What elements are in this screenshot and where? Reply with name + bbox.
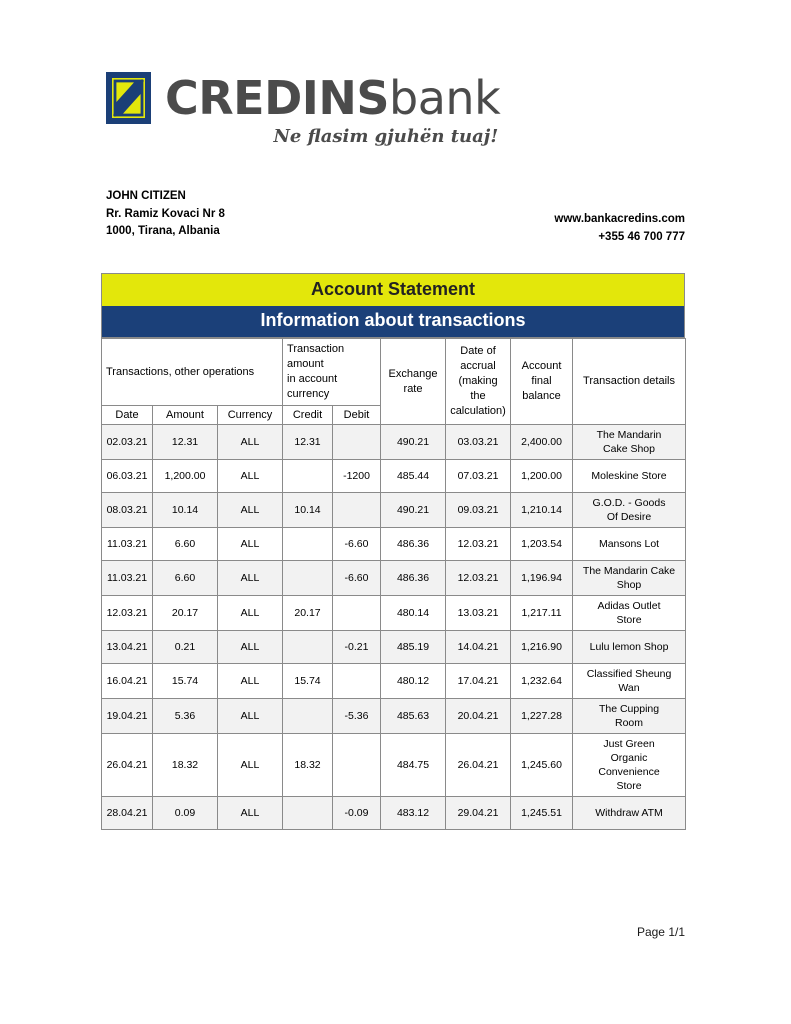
details-line: Withdraw ATM	[595, 807, 663, 819]
cell-date-of-accrual: 13.03.21	[446, 596, 511, 631]
cell-credit	[283, 699, 333, 734]
header-date-of-accrual	[446, 339, 511, 425]
cell-date-of-accrual: 20.04.21	[446, 699, 511, 734]
cell-currency: ALL	[218, 425, 283, 460]
details-line: The Cupping	[598, 703, 660, 715]
table-row	[102, 664, 686, 699]
header-date: Date	[102, 406, 153, 425]
cell-date: 13.04.21	[102, 631, 153, 664]
details-line: G.O.D. - Goods	[592, 497, 666, 509]
cell-currency: ALL	[218, 561, 283, 596]
cell-currency: ALL	[218, 596, 283, 631]
header-doa-line-2: accrual	[460, 360, 496, 372]
cell-transaction-details	[573, 425, 686, 460]
cell-credit: 10.14	[283, 493, 333, 528]
details-line: Store	[616, 614, 642, 626]
cell-amount: 10.14	[153, 493, 218, 528]
table-row	[102, 631, 686, 664]
cell-date: 19.04.21	[102, 699, 153, 734]
cell-credit	[283, 528, 333, 561]
bank-website: www.bankacredins.com	[554, 213, 685, 225]
header-credit: Credit	[283, 406, 333, 425]
cell-amount: 15.74	[153, 664, 218, 699]
customer-city: 1000, Tirana, Albania	[106, 225, 220, 237]
cell-debit: -1200	[333, 460, 381, 493]
cell-exchange-rate: 480.14	[381, 596, 446, 631]
cell-date: 02.03.21	[102, 425, 153, 460]
cell-date-of-accrual: 03.03.21	[446, 425, 511, 460]
cell-exchange-rate: 485.63	[381, 699, 446, 734]
cell-exchange-rate: 486.36	[381, 561, 446, 596]
cell-exchange-rate: 486.36	[381, 528, 446, 561]
cell-amount: 12.31	[153, 425, 218, 460]
cell-currency: ALL	[218, 734, 283, 797]
details-line: Room	[615, 717, 644, 729]
cell-account-final-balance: 1,196.94	[511, 561, 573, 596]
header-ta-line-1: Transaction	[287, 343, 345, 355]
cell-transaction-details	[573, 561, 686, 596]
statement-table-wrapper	[101, 273, 685, 830]
cell-date: 28.04.21	[102, 797, 153, 830]
cell-account-final-balance: 1,245.60	[511, 734, 573, 797]
cell-debit	[333, 734, 381, 797]
header-ta-line-4: currency	[287, 388, 330, 400]
bank-phone: +355 46 700 777	[598, 230, 685, 243]
details-line: Lulu lemon Shop	[589, 641, 669, 653]
details-line: Convenience	[598, 766, 660, 778]
cell-date-of-accrual: 12.03.21	[446, 561, 511, 596]
cell-transaction-details	[573, 734, 686, 797]
header-afb-line-2: final	[531, 375, 552, 387]
cell-date: 11.03.21	[102, 528, 153, 561]
cell-date: 26.04.21	[102, 734, 153, 797]
header-doa-line-4: the	[470, 390, 486, 402]
cell-credit	[283, 631, 333, 664]
logo-word-bank: bank	[389, 71, 501, 125]
details-line: Wan	[618, 682, 640, 694]
details-line: The Mandarin Cake	[582, 565, 676, 577]
cell-currency: ALL	[218, 528, 283, 561]
cell-currency: ALL	[218, 664, 283, 699]
cell-debit: -0.09	[333, 797, 381, 830]
cell-account-final-balance: 1,217.11	[511, 596, 573, 631]
cell-debit	[333, 425, 381, 460]
cell-amount: 18.32	[153, 734, 218, 797]
cell-exchange-rate: 485.44	[381, 460, 446, 493]
cell-date-of-accrual: 17.04.21	[446, 664, 511, 699]
cell-transaction-details	[573, 797, 686, 830]
table-row	[102, 561, 686, 596]
credins-z-mark-icon	[106, 72, 151, 124]
logo-wordmark	[165, 71, 501, 125]
header-account-final-balance	[511, 339, 573, 425]
cell-credit	[283, 561, 333, 596]
header-doa-line-1: Date of	[460, 345, 496, 357]
table-row	[102, 797, 686, 830]
cell-transaction-details	[573, 596, 686, 631]
cell-date-of-accrual: 09.03.21	[446, 493, 511, 528]
table-row	[102, 460, 686, 493]
cell-amount: 5.36	[153, 699, 218, 734]
cell-date: 11.03.21	[102, 561, 153, 596]
cell-exchange-rate: 484.75	[381, 734, 446, 797]
cell-date: 06.03.21	[102, 460, 153, 493]
table-row	[102, 528, 686, 561]
header-transaction-amount-group	[283, 339, 381, 406]
cell-date: 12.03.21	[102, 596, 153, 631]
details-line: Classified Sheung	[586, 668, 672, 680]
details-line: Mansons Lot	[598, 538, 660, 550]
cell-transaction-details	[573, 493, 686, 528]
header-amount: Amount	[153, 406, 218, 425]
cell-date: 08.03.21	[102, 493, 153, 528]
cell-debit	[333, 493, 381, 528]
cell-exchange-rate: 485.19	[381, 631, 446, 664]
table-row	[102, 699, 686, 734]
cell-amount: 0.09	[153, 797, 218, 830]
cell-credit	[283, 797, 333, 830]
header-afb-line-3: balance	[522, 390, 561, 402]
cell-date-of-accrual: 29.04.21	[446, 797, 511, 830]
logo-tagline: Ne flasim gjuhën tuaj!	[273, 126, 499, 147]
cell-credit	[283, 460, 333, 493]
header-ta-line-2: amount	[287, 358, 324, 370]
header-debit: Debit	[333, 406, 381, 425]
cell-account-final-balance: 1,232.64	[511, 664, 573, 699]
header-doa-line-5: calculation)	[450, 405, 506, 417]
details-line: Shop	[616, 579, 642, 591]
customer-street: Rr. Ramiz Kovaci Nr 8	[106, 207, 225, 220]
cell-date-of-accrual: 12.03.21	[446, 528, 511, 561]
header-currency: Currency	[218, 406, 283, 425]
page-footer: Page 1/1	[636, 925, 685, 939]
header-er-line-1: Exchange	[388, 367, 438, 380]
header-transactions-group: Transactions, other operations	[102, 339, 283, 406]
cell-date-of-accrual: 26.04.21	[446, 734, 511, 797]
cell-account-final-balance: 1,203.54	[511, 528, 573, 561]
bank-contact	[554, 211, 685, 246]
cell-account-final-balance: 1,227.28	[511, 699, 573, 734]
header-afb-line-1: Account	[521, 360, 562, 372]
cell-date-of-accrual: 07.03.21	[446, 460, 511, 493]
cell-amount: 20.17	[153, 596, 218, 631]
cell-debit: -6.60	[333, 561, 381, 596]
cell-credit: 15.74	[283, 664, 333, 699]
transactions-table	[101, 338, 686, 830]
cell-credit: 20.17	[283, 596, 333, 631]
cell-amount: 1,200.00	[153, 460, 218, 493]
header-ta-line-3: in account	[287, 373, 338, 385]
table-row	[102, 493, 686, 528]
cell-currency: ALL	[218, 797, 283, 830]
table-head	[102, 339, 686, 425]
cell-transaction-details	[573, 528, 686, 561]
statement-title-banner: Account Statement	[101, 273, 685, 306]
cell-date-of-accrual: 14.04.21	[446, 631, 511, 664]
header-group-row	[102, 339, 686, 406]
cell-account-final-balance: 1,216.90	[511, 631, 573, 664]
cell-credit: 12.31	[283, 425, 333, 460]
cell-currency: ALL	[218, 631, 283, 664]
logo-row	[106, 72, 500, 124]
table-body	[102, 425, 686, 830]
details-line: Cake Shop	[603, 443, 655, 455]
details-line: Moleskine Store	[591, 470, 667, 482]
customer-name: JOHN CITIZEN	[106, 190, 186, 202]
header-exchange-rate	[381, 339, 446, 425]
header-transaction-details: Transaction details	[573, 339, 686, 425]
cell-account-final-balance: 1,210.14	[511, 493, 573, 528]
cell-exchange-rate: 483.12	[381, 797, 446, 830]
details-line: Adidas Outlet	[597, 600, 661, 612]
details-line: Store	[616, 780, 642, 792]
statement-subtitle-banner: Information about transactions	[101, 306, 685, 338]
cell-account-final-balance: 2,400.00	[511, 425, 573, 460]
cell-currency: ALL	[218, 493, 283, 528]
table-row	[102, 596, 686, 631]
cell-exchange-rate: 490.21	[381, 493, 446, 528]
table-row	[102, 734, 686, 797]
cell-amount: 6.60	[153, 561, 218, 596]
bank-logo	[106, 72, 500, 147]
details-line: The Mandarin	[596, 429, 662, 441]
cell-debit	[333, 596, 381, 631]
cell-transaction-details	[573, 699, 686, 734]
header-er-line-2: rate	[403, 382, 423, 395]
details-line: Just Green	[603, 738, 655, 750]
cell-amount: 6.60	[153, 528, 218, 561]
cell-exchange-rate: 490.21	[381, 425, 446, 460]
cell-account-final-balance: 1,245.51	[511, 797, 573, 830]
cell-credit: 18.32	[283, 734, 333, 797]
cell-transaction-details	[573, 460, 686, 493]
cell-debit: -0.21	[333, 631, 381, 664]
table-row	[102, 425, 686, 460]
cell-debit: -5.36	[333, 699, 381, 734]
details-line: Organic	[610, 752, 648, 764]
cell-transaction-details	[573, 631, 686, 664]
details-line: Of Desire	[606, 511, 652, 523]
cell-debit	[333, 664, 381, 699]
header-doa-line-3: (making	[458, 375, 498, 387]
cell-transaction-details	[573, 664, 686, 699]
cell-exchange-rate: 480.12	[381, 664, 446, 699]
cell-account-final-balance: 1,200.00	[511, 460, 573, 493]
cell-currency: ALL	[218, 699, 283, 734]
cell-amount: 0.21	[153, 631, 218, 664]
cell-debit: -6.60	[333, 528, 381, 561]
logo-word-credins: CREDINS	[165, 71, 390, 125]
customer-address	[106, 188, 225, 241]
cell-currency: ALL	[218, 460, 283, 493]
cell-date: 16.04.21	[102, 664, 153, 699]
